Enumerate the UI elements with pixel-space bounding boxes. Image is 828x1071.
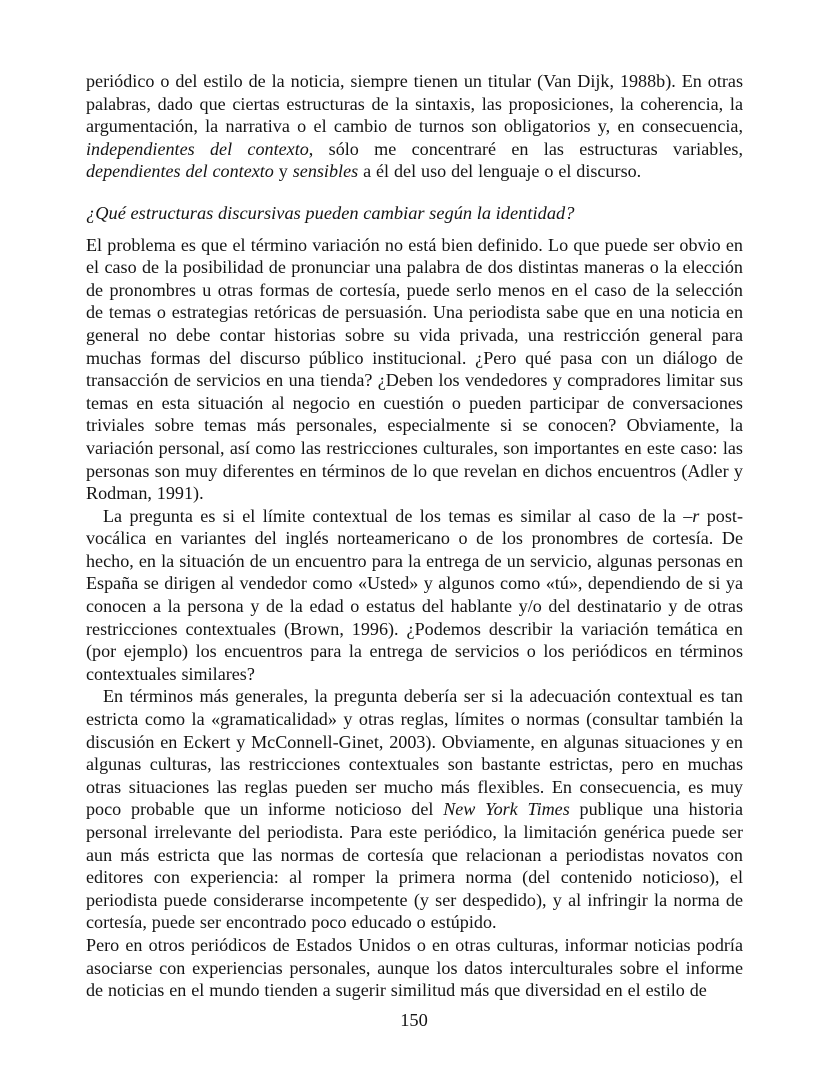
paragraph-3 xyxy=(86,505,743,686)
spacer-before-heading xyxy=(86,183,743,202)
paragraph-5: Pero en otros periódicos de Estados Unidos o en otras culturas, informar noticias podría asociarse con experiencias personales, aunque los datos interculturales sobre el informe de noticias en el mundo tienden a sugerir similitud más que diversidad en el estilo de xyxy=(86,934,743,1001)
paragraph-4-text-b: publique una historia personal irrelevante del periodista. Para este periódico, la limitación genérica puede ser aun más estricta que las normas de cortesía que relacionan a periodistas novatos con editores con experiencia: al romper la primera norma (del contenido noticioso), el periodista puede considerarse incompetente (y ser despedido), y al infringir la norma de cortesía, puede ser encontrado poco educado o estúpido. xyxy=(86,799,744,933)
paragraph-1-italic-dependientes: dependientes del contexto xyxy=(86,161,274,182)
paragraph-1-italic-independientes: independientes del contexto xyxy=(86,138,309,159)
paragraph-1-text-d: a él del uso del lenguaje o el discurso. xyxy=(358,161,642,182)
spacer-after-heading xyxy=(86,225,743,234)
paragraph-2: El problema es que el término variación no está bien definido. Lo que puede ser obvio en el caso de la posibilidad de pronunciar una palabra de dos distintas maneras o la elección de pronombres u otras formas de cortesía, puede serlo menos en el caso de la selección de temas o estrategias retóricas de persuasión. Una periodista sabe que en una noticia en general no debe contar historias sobre su vida privada, una restricción general para muchas formas del discurso público institucional. ¿Pero qué pasa con un diálogo de transacción de servicios en una tienda? ¿Deben los vendedores y compradores limitar sus temas en esta situación al negocio en cuestión o pueden participar de conversaciones triviales sobre temas más personales, especialmente si se conocen? Obviamente, la variación personal, así como las restricciones culturales, son importantes en este caso: las personas son muy diferentes en términos de lo que revelan en dichos encuentros (Adler y Rodman, 1991). xyxy=(86,234,743,504)
text-column xyxy=(86,70,743,1002)
paragraph-4 xyxy=(86,685,743,934)
page-number: 150 xyxy=(400,1010,428,1030)
paragraph-4-text-a: En términos más generales, la pregunta debería ser si la adecuación contextual es tan estricta como la «gramaticalidad» y otras reglas, límites o normas (consultar también la discusión en Eckert y McConnell-Ginet, 2003). Obviamente, en algunas situaciones y en algunas culturas, las restricciones contextuales son bastante estrictas, pero en muchas otras situaciones las reglas pueden ser mucho más flexibles. En consecuencia, es muy poco probable que un informe noticioso del xyxy=(86,686,743,820)
paragraph-3-italic-r: –r xyxy=(683,505,700,526)
paragraph-3-text-b: post-vocálica en variantes del inglés norteamericano o de los pronombres de cortesía. De hecho, en la situación de un encuentro para la entrega de un servicio, algunas personas en España se dirigen al vendedor como «Usted» y algunos como «tú», dependiendo de si ya conocen a la persona y de la edad o estatus del hablante y/o del destinatario y de otras restricciones contextuales (Brown, 1996). ¿Podemos describir la variación temática en (por ejemplo) los encuentros para la entrega de servicios o los periódicos en términos contextuales similares? xyxy=(86,505,743,684)
paragraph-4-italic-new-york-times: New York Times xyxy=(443,799,570,820)
paragraph-continuation xyxy=(86,70,743,183)
paragraph-3-text-a: La pregunta es si el límite contextual de los temas es similar al caso de la xyxy=(103,505,684,526)
section-heading: ¿Qué estructuras discursivas pueden cambiar según la identidad? xyxy=(86,202,575,223)
paragraph-1-text-a: periódico o del estilo de la noticia, siempre tienen un titular (Van Dijk, 1988b). En otras palabras, dado que ciertas estructuras de la sintaxis, las proposiciones, la coherencia, la argumentación, la narrativa o el cambio de turnos son obligatorios y, en consecuencia, xyxy=(86,71,743,137)
paragraph-1-italic-sensibles: sensibles xyxy=(292,161,359,182)
paragraph-1-text-b: , sólo me concentraré en las estructuras variables, xyxy=(308,138,743,159)
paragraph-1-text-c: y xyxy=(273,161,293,182)
